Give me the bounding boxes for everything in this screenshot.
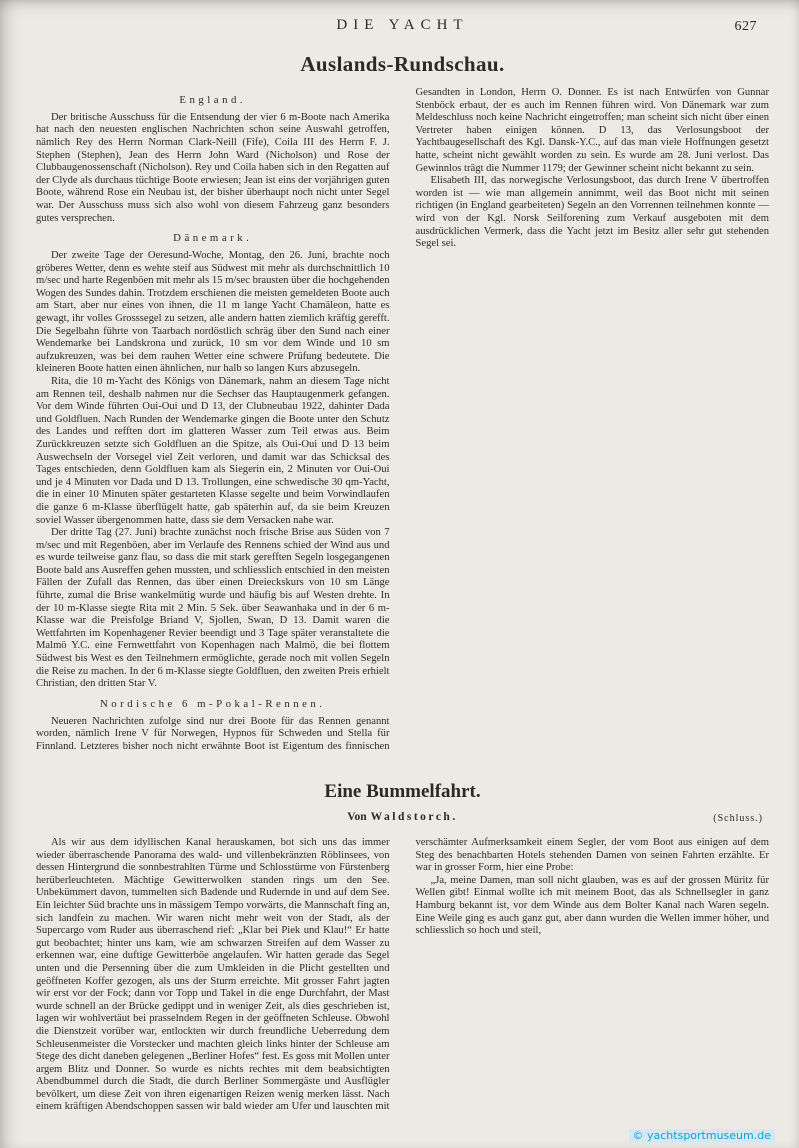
page-number: 627 [734,19,757,34]
journal-title: DIE YACHT [336,17,469,33]
paragraph-england-1: Der britische Ausschuss für die Entsendung der vier 6 m-Boote nach Amerika hat nach den neuesten englischen Nachrichten schon seine Auswahl getroffen, nämlich Rey des Herrn Norman Clark-Neill (Fife), Coila III des Herrn F. J. Stephen (Stephen), Jean des Herrn John Ward (Nicholson) und Rose der Clubbaugenossenschaft (Nicholson). Rey und Coila haben sich in den Regatten auf der Clyde als durchaus tüchtige Boote erwiesen; Jean ist eins der vorjährigen guten Boote, während Rose ein Neubau ist, der bisher überhaupt noch nicht unter Segel war. Der Ausschuss muss sich also wohl von diesem Fahrzeug ganz besonders gutes versprechen. [36,111,390,224]
page-header [36,16,769,40]
paragraph-bummelfahrt-1: Als wir aus dem idyllischen Kanal herauskamen, bot sich uns das immer wieder überraschende Panorama des wald- und villenbekränzten Röblinsees, von dessen Hintergrund die sonnbestrahlten Türme und Schlosstürme von Fürstenberg herüberleuchteten. Mächtige Gewitterwolken standen rings um den See. Unbekümmert davon, tummelten sich Badende und Rudernde in und auf dem See. Ein leichter Süd brachte uns in mässigem Tempo vorwärts, die Mannschaft fing an, sich landfein zu machen. Wir waren nicht mehr weit von der Stadt, als der Supercargo vom Ruder aus überraschend rief: „Klar bei Piek und Klau!“ Er hatte gut beobachtet; hinter uns kam, wie am schwarzen Streifen auf dem Wasser zu erkennen war, eine duftige Gewitterböe angelaufen. Wir hatten gerade das Segel unten und die Persenning über die zum Umkleiden in die Plicht gestellten und geöffneten Koffer gezogen, als uns der Sturm erreichte. Mit grosser Fahrt jagten wir erst vor der Fock; dann vor Topp und Takel in die enge Durchfahrt, der Mast wurde schnell an der Brücke gedippt und in weniger Zeit, als dies geschrieben ist, lagen wir wohlvertäut bei prasselndem Regen in der geöffneten Schleuse. Obwohl die Dienstzeit vorüber war, entlockten wir durch freundliche Ueberredung dem Schleusenmeister die Vorstecker und machten gleich links hinter der Schleuse am Stege des dicht daneben gelegenen „Berliner Hofes“ fest. Es goss mit Mollen unter argem Blitz und Donner. So wurde es nichts rechtes mit dem beabsichtigten Abendbummel durch die Stadt, die durch Berliner Sommergäste und Ausflügler bevölkert, um diese Zeit von ihren eigenartigen Reizen wenig merken lässt. Nach einem kräftigen Abendschoppen sassen wir bald wieder am Ufer und lauschten mit verschämter Aufmerksamkeit einem Segler, der vom Boot aus einigen auf dem Steg des benachbarten Hotels stehenden Damen von seinen Fahrten erzählte. Er war in grosser Form, hier eine Probe: [36,837,769,1113]
article2-title: Eine Bummelfahrt. [324,781,481,802]
article2-body [36,837,769,1123]
article1-title: Auslands-Rundschau. [300,52,505,76]
paragraph-pokal-2: Elisabeth III, das norwegische Verlosungsboot, das durch Irene V übertroffen worden ist — wie man allgemein annimmt, weil das Boot nicht mit seinen richtigen (in England gearbeiteten) Segeln an den Vorrennen teilnehmen konnte — wird von der Kgl. Norsk Seilforening zum Verkauf ausgeboten mit dem ausdrücklichen Vermerk, dass die Yacht jetzt im Besitz aller sehr gut stehenden Segel sei. [415,175,769,250]
paragraph-daenemark-1: Der zweite Tage der Oeresund-Woche, Montag, den 26. Juni, brachte noch gröberes Wetter, denn es wehte steif aus Südwest mit mehr als durchschnittlich 10 m/sec und harte Regenböen mit mehr als 15 m/sec brausten über die hochgehenden Wogen des Sundes dahin. Trotzdem erschienen die meisten gemeldeten Boote auch am Start, aber nur eines von ihnen, die 11 m lange Yacht Chamäleon, hatte es gewagt, ihr volles Grosssegel zu setzen, alle andern hatten ziemlich kräftig gerefft. Die Segelbahn führte von Taarbach nordöstlich schräg über den Sund nach einer Wendemarke bei Landskrona und zurück, 10 sm vor dem Winde und 10 sm aufzukreuzen, was bei dem rauhen Wetter eine schwere Prüfung bedeutete. Die kleineren Boote hatten einen ähnlichen, nur halb so langen Kurs abzusegeln. [36,250,390,375]
paragraph-bummelfahrt-2: „Ja, meine Damen, man soll nicht glauben, was es auf der grossen Müritz für Wellen gibt! Einmal wollte ich mit meinem Boot, das als Schnellsegler in ganz Hamburg bekannt ist, vor dem Winde aus dem Bolter Kanal nach Waren segeln. Eine Weile ging es auch ganz gut, aber dann wurden die Wellen immer höher, und schliesslich so hoch und steil, [415,874,769,937]
paragraph-pokal-1: Neueren Nachrichten zufolge sind nur drei Boote für das Rennen genannt worden, nämlich Irene V für Norwegen, Hypnos für Schweden und Stella für Finnland. Letzteres bisher noch nicht erwähnte Boot ist Eigentum des finnischen Gesandten in London, Herrn O. Donner. Es ist nach Entwürfen von Gunnar Stenböck erbaut, der es auch im Rennen führen wird. Von Dänemark war zum Meldeschluss noch keine Nachricht eingetroffen; man scheint sich nicht über einen Vertreter haben einigen können. D 13, das Verlosungsboot der Yachtbaugesellschaft des Kgl. Dansk-Y.C., auf das man viele Hoffnungen gesetzt hatte, scheint nicht gewählt worden zu sein. Es wurde am 28. Juni verlost. Das Gewinnlos trägt die Nummer 1179; der Gewinner scheint nicht bekannt zu sein. [36,87,769,752]
paragraph-daenemark-2: Rita, die 10 m-Yacht des Königs von Dänemark, nahm an diesem Tage nicht am Rennen teil, deshalb nahmen nur die Sechser das Hauptaugenmerk gefangen. Vor dem Winde führten Oui-Oui und D 13, der Clubneubau 1922, dahinter Dada und Goldfluen. Nach Runden der Wendemarke gingen die Boote unter den Schutz des Landes und refften dort im glatteren Wasser zum Teil etwas aus. Beim Zurückkreuzen setzte sich Goldfluen an die Spitze, als Oui-Oui und D 13 beim Auswechseln der Vorsegel viel Zeit verloren, und damit war das Schicksal des Tages entschieden, denn Goldfluen kam als Siegerin ein, 2 Minuten vor Oui-Oui und je 4 Minuten vor Dada und D 13. Trollungen, eine schwedische 30 qm-Yacht, die in einer 10 Minuten später gestarteten Klasse segelte und beim Vorwindlaufen die ganze 6 m-Klasse überflügelt hatte, gab späterhin auf, da sie beim Kreuzen soviel Wasser übergenommen hatte, dass sie dem Versacken nahe war. [36,375,390,526]
article2-byline-row [36,811,769,827]
continuation-note: (Schluss.) [713,813,763,824]
section-heading-daenemark: Dänemark. [173,232,253,245]
article1-body [36,87,769,763]
byline-prefix: Von [347,811,367,823]
byline-author: Waldstorch. [370,811,458,823]
watermark-stamp: © yachtsportmuseum.de [629,1129,775,1143]
section-heading-nordische-pokal-rennen: Nordische 6 m-Pokal-Rennen. [99,697,326,710]
paragraph-daenemark-3: Der dritte Tag (27. Juni) brachte zunächst noch frische Brise aus Süden von 7 m/sec und mit Regenböen, aber im Verlaufe des Rennens schied der Wind aus und es wurde teilweise ganz flau, so dass die mit stark gerefften Segeln losgegangenen Boote bald ans Ausreffen gehen mussten, und schliesslich entschied in den meisten Fällen der Zufall das Rennen, das über einen Dreieckskurs von 10 sm Länge führte, zumal die Brise wankelmütig wurde und häufig bis auf Westen drehte. In der 10 m-Klasse siegte Rita mit 2 Min. 5 Sek. über Seawanhaka und in der 6 m-Klasse war die Preisfolge Briand V, Sjollen, Swan, D 13. Damit waren die Wettfahrten im Kopenhagener Revier beendigt und 3 Tage später veranstaltete die Malmö Y.C. eine Fernwettfahrt von Kopenhagen nach Malmö, die bei flottem Südwest bis West es den Teilnehmern ermöglichte, gerade noch mit vollen Segeln die Reise zu machen. In der 6 m-Klasse siegte Goldfluen, den zweiten Preis erhielt Christian, den dritten Star V. [36,527,390,690]
section-heading-england: England. [179,94,247,106]
